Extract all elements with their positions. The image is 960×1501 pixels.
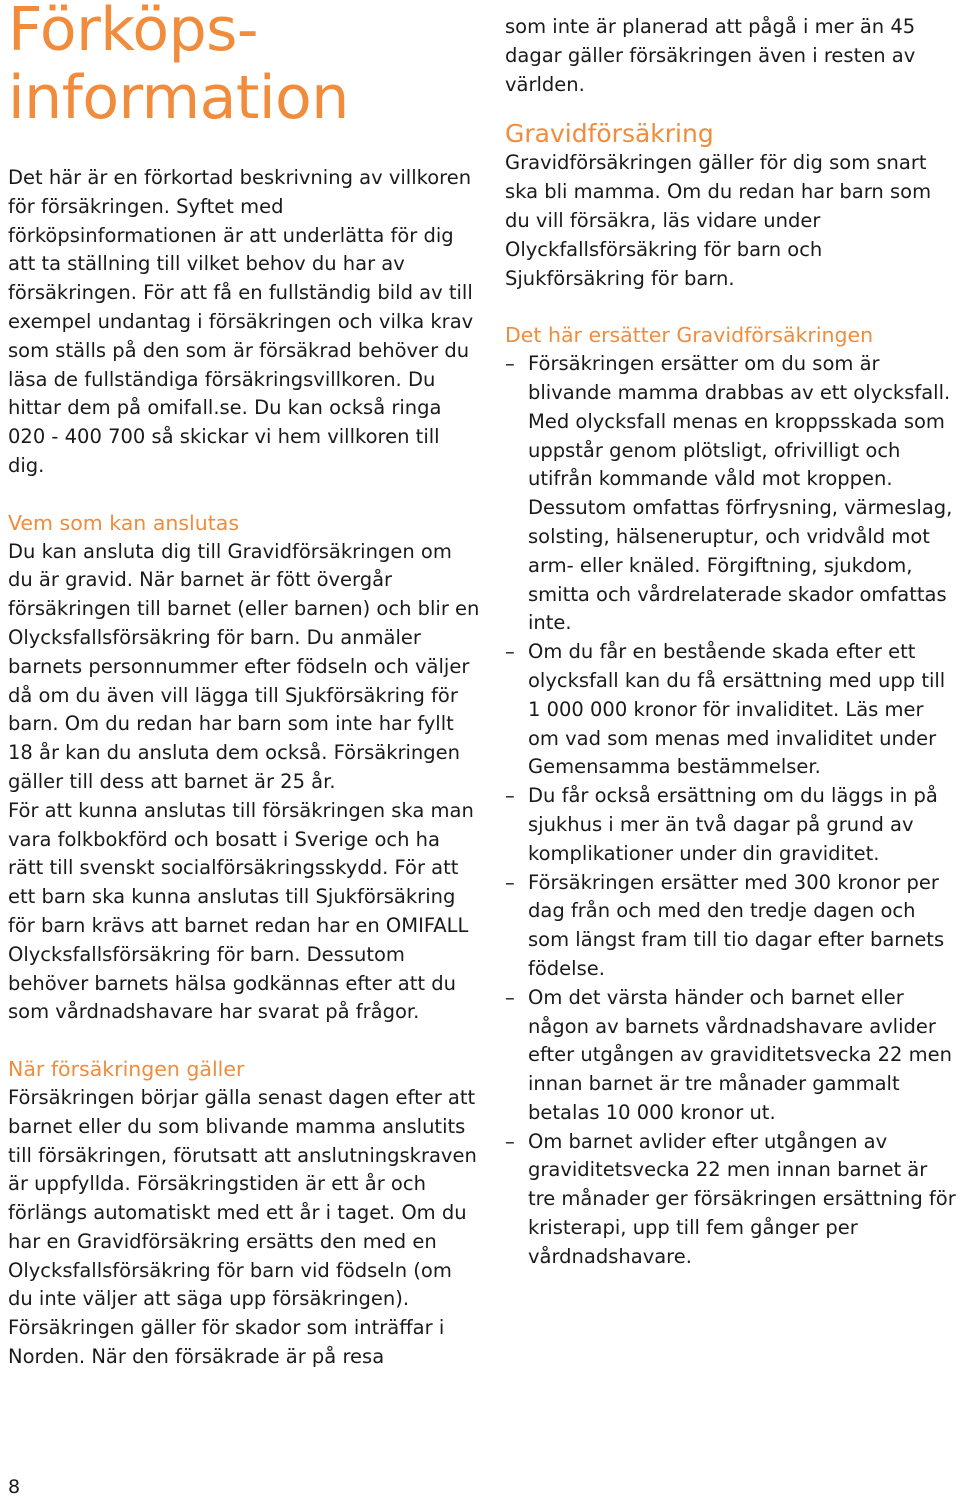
validity-heading: När försäkringen gäller — [8, 1057, 245, 1082]
spacer — [505, 99, 957, 119]
spacer — [505, 293, 957, 321]
validity-paragraph-1: Försäkringen börjar gälla senast dagen efter att barnet eller du som blivande mamma anslutits till försäkringen, förutsatt att anslutningskraven är uppfyllda. Försäkringstiden är ett år och förlängs automatiskt med ett år i taget. Om du har en Gravidförsäkring ersätts den med en Olycksfallsförsäkring för barn vid födseln (om du inte väljer att säga upp försäkringen). — [8, 1085, 477, 1311]
eligibility-paragraph-1: Du kan ansluta dig till Gravidförsäkringen om du är gravid. När barnet är fött övergår försäkringen till barnet (eller barnen) och blir en Olycksfallsförsäkring för barn. Du anmäler barnets personnummer efter födseln och väljer då om du även vill lägga till Sjukförsäkring för barn. Om du redan har barn som inte har fyllt 18 år kan du ansluta dem också. Försäkringen gäller till dess att barnet är 25 år. — [8, 539, 480, 793]
eligibility-paragraph-2: För att kunna anslutas till försäkringen ska man vara folkbokförd och bosatt i Sverige och ha rätt till svenskt socialförsäkringsskydd. För att ett barn ska kunna anslutas till Sjukförsäkring för barn krävs att barnet redan har en OMIFALL Olycksfallsförsäkring för barn. Dessutom behöver barnets hälsa godkännas efter att du som vårdnadshavare har svarat på frågor. — [8, 798, 474, 1024]
coverage-item: – Försäkringen ersätter med 300 kronor per dag från och med den tredje dagen och som längst fram till tio dagar efter barnets födelse. — [505, 869, 957, 984]
coverage-list — [505, 350, 957, 1272]
coverage-item: – Om barnet avlider efter utgången av graviditetsvecka 22 men innan barnet är tre månader ger försäkringen ersättning för kristerapi, upp till fem gånger per vårdnadshavare. — [505, 1128, 957, 1272]
intro-paragraph: Det här är en förkortad beskrivning av villkoren för försäkringen. Syftet med förköpsinformationen är att underlätta för dig att ta ställning till vilket behov du har av försäkringen. För att få en fullständig bild av till exempel undantag i försäkringen och vilka krav som ställs på den som är försäkrad behöver du läsa de fullständiga försäkringsvillkoren. Du hittar dem på omifall.se. Du kan också ringa 020 - 400 700 så skickar vi hem villkoren till dig. — [8, 166, 474, 477]
pregnancy-insurance-heading: Gravidförsäkring — [505, 119, 714, 149]
spacer — [8, 1027, 480, 1055]
validity-paragraph-2: Försäkringen gäller för skador som inträffar i Norden. När den försäkrade är på resa — [8, 1316, 445, 1369]
coverage-item: – Om du får en bestående skada efter ett olycksfall kan du få ersättning med upp till 1 000 000 kronor för invaliditet. Läs mer om vad som menas med invaliditet under Gemensamma bestämmelser. — [505, 638, 957, 782]
eligibility-heading: Vem som kan anslutas — [8, 510, 240, 535]
right-column — [505, 0, 957, 1272]
page-number: 8 — [8, 1476, 21, 1498]
coverage-item: – Om det värsta händer och barnet eller någon av barnets vårdnadshavare avlider efter utgången av graviditetsvecka 22 men innan barnet är tre månader gammalt betalas 10 000 kronor ut. — [505, 984, 957, 1128]
validity-paragraph-2-continued: som inte är planerad att pågå i mer än 45 dagar gäller försäkringen även i resten av världen. — [505, 15, 916, 96]
left-column — [8, 0, 480, 1372]
pregnancy-insurance-paragraph: Gravidförsäkringen gäller för dig som snart ska bli mamma. Om du redan har barn som du vill försäkra, läs vidare under Olyckfallsförsäkring för barn och Sjukförsäkring för barn. — [505, 151, 932, 290]
coverage-heading: Det här ersätter Gravidförsäkringen — [505, 323, 874, 348]
page-title: Förköps-information — [8, 0, 349, 133]
coverage-item: – Försäkringen ersätter om du som är blivande mamma drabbas av ett olycksfall. Med olycksfall menas en kroppsskada som uppstår genom plötsligt, ofrivilligt och utifrån kommande våld mot kroppen. Dessutom omfattas förfrysning, värmeslag, solsting, hälseneruptur, och vridvåld mot arm- eller knäled. Förgiftning, sjukdom, smitta och vårdrelaterade skador omfattas inte. — [505, 350, 957, 638]
coverage-item: – Du får också ersättning om du läggs in på sjukhus i mer än två dagar på grund av komplikationer under din graviditet. — [505, 782, 957, 868]
spacer — [8, 481, 480, 509]
